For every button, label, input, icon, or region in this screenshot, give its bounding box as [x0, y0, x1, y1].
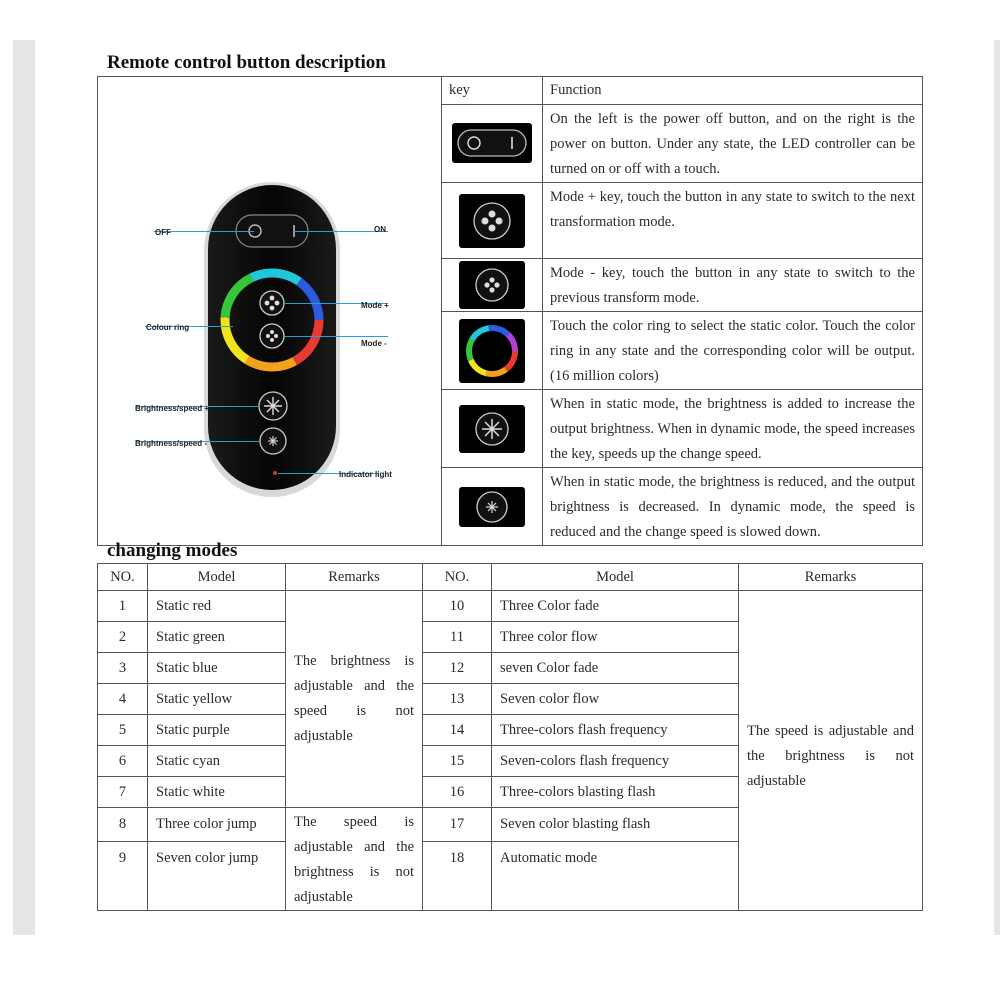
key-cell-power	[442, 105, 543, 183]
mode-no: 13	[423, 684, 492, 715]
brightness-plus-icon	[459, 405, 525, 453]
mode-model: Seven color blasting flash	[492, 808, 739, 842]
mode-model: Seven color flow	[492, 684, 739, 715]
label-off: OFF	[155, 228, 171, 237]
function-mode-plus: Mode + key, touch the button in any state to switch to the next transformation mode.	[543, 183, 923, 259]
function-brightness-minus: When in static mode, the brightness is reduced, and the output brightness is decreased. In dynamic mode, the speed is reduced and the change speed is slowed down.	[543, 468, 923, 546]
mode-minus-icon	[459, 261, 525, 309]
mode-no: 11	[423, 622, 492, 653]
mode-model: Static cyan	[148, 746, 286, 777]
mode-no: 4	[98, 684, 148, 715]
key-cell-mode-plus	[442, 183, 543, 259]
label-indicator-light: Indicator light	[339, 470, 392, 479]
header-remarks-right: Remarks	[739, 564, 923, 591]
mode-model: Seven color jump	[148, 841, 286, 910]
mode-model: Static blue	[148, 653, 286, 684]
mode-model: Three color flow	[492, 622, 739, 653]
header-no-left: NO.	[98, 564, 148, 591]
function-brightness-plus: When in static mode, the brightness is added to increase the output brightness. When in dynamic mode, the speed increases the key, speeds up the change speed.	[543, 390, 923, 468]
mode-no: 18	[423, 841, 492, 910]
key-cell-brightness-minus	[442, 468, 543, 546]
mode-no: 7	[98, 777, 148, 808]
mode-no: 14	[423, 715, 492, 746]
remark-jump	[286, 808, 423, 911]
remark-right	[739, 591, 923, 911]
mode-no: 3	[98, 653, 148, 684]
mode-model: Static white	[148, 777, 286, 808]
label-brightness-plus: Brightness/speed +	[135, 404, 210, 413]
right-scrollbar[interactable]	[994, 40, 1000, 935]
header-no-right: NO.	[423, 564, 492, 591]
mode-model: Automatic mode	[492, 841, 739, 910]
label-on: ON	[374, 225, 386, 234]
remote-diagram	[98, 77, 442, 537]
power-toggle-icon	[452, 123, 532, 163]
mode-model: Three-colors blasting flash	[492, 777, 739, 808]
header-remarks-left: Remarks	[286, 564, 423, 591]
remote-diagram-cell	[98, 77, 442, 546]
section-title-remote: Remote control button description	[107, 52, 386, 73]
function-color-ring: Touch the color ring to select the static color. Touch the color ring in any state and the corresponding color will be output. (16 million colors)	[543, 312, 923, 390]
modes-table	[97, 563, 923, 911]
key-function-table	[97, 76, 923, 546]
mode-no: 15	[423, 746, 492, 777]
remark-jump-text: The speed is adjustable and the brightness is not adjustable	[294, 814, 414, 905]
label-brightness-minus: Brightness/speed -	[135, 439, 208, 448]
remark-right-text: The speed is adjustable and the brightness is not adjustable	[747, 723, 914, 789]
mode-plus-icon	[459, 194, 525, 248]
mode-model: seven Color fade	[492, 653, 739, 684]
mode-no: 17	[423, 808, 492, 842]
mode-no: 12	[423, 653, 492, 684]
mode-model: Three color jump	[148, 808, 286, 842]
header-key: key	[442, 77, 543, 105]
mode-no: 8	[98, 808, 148, 842]
key-cell-mode-minus	[442, 259, 543, 312]
brightness-minus-icon	[459, 487, 525, 527]
mode-no: 6	[98, 746, 148, 777]
mode-model: Three-colors flash frequency	[492, 715, 739, 746]
label-mode-plus: Mode +	[361, 301, 389, 310]
label-colour-ring: Colour ring	[146, 323, 190, 332]
mode-no: 16	[423, 777, 492, 808]
label-mode-minus: Mode -	[361, 339, 387, 348]
header-function: Function	[543, 77, 923, 105]
section-title-modes: changing modes	[107, 540, 238, 561]
mode-no: 5	[98, 715, 148, 746]
key-cell-color-ring	[442, 312, 543, 390]
color-ring-icon	[459, 319, 525, 383]
mode-model: Three Color fade	[492, 591, 739, 622]
mode-model: Static red	[148, 591, 286, 622]
function-mode-minus: Mode - key, touch the button in any state to switch to the previous transform mode.	[543, 259, 923, 312]
mode-model: Static yellow	[148, 684, 286, 715]
mode-no: 2	[98, 622, 148, 653]
remark-static	[286, 591, 423, 808]
mode-no: 1	[98, 591, 148, 622]
function-power: On the left is the power off button, and on the right is the power on button. Under any state, the LED controller can be turned on or off with a touch.	[543, 105, 923, 183]
mode-model: Static purple	[148, 715, 286, 746]
key-cell-brightness-plus	[442, 390, 543, 468]
mode-no: 10	[423, 591, 492, 622]
mode-model: Seven-colors flash frequency	[492, 746, 739, 777]
remark-static-text: The brightness is adjustable and the speed is not adjustable	[294, 653, 414, 744]
mode-no: 9	[98, 841, 148, 910]
mode-model: Static green	[148, 622, 286, 653]
left-margin-bar	[13, 40, 35, 935]
header-model-right: Model	[492, 564, 739, 591]
header-model-left: Model	[148, 564, 286, 591]
